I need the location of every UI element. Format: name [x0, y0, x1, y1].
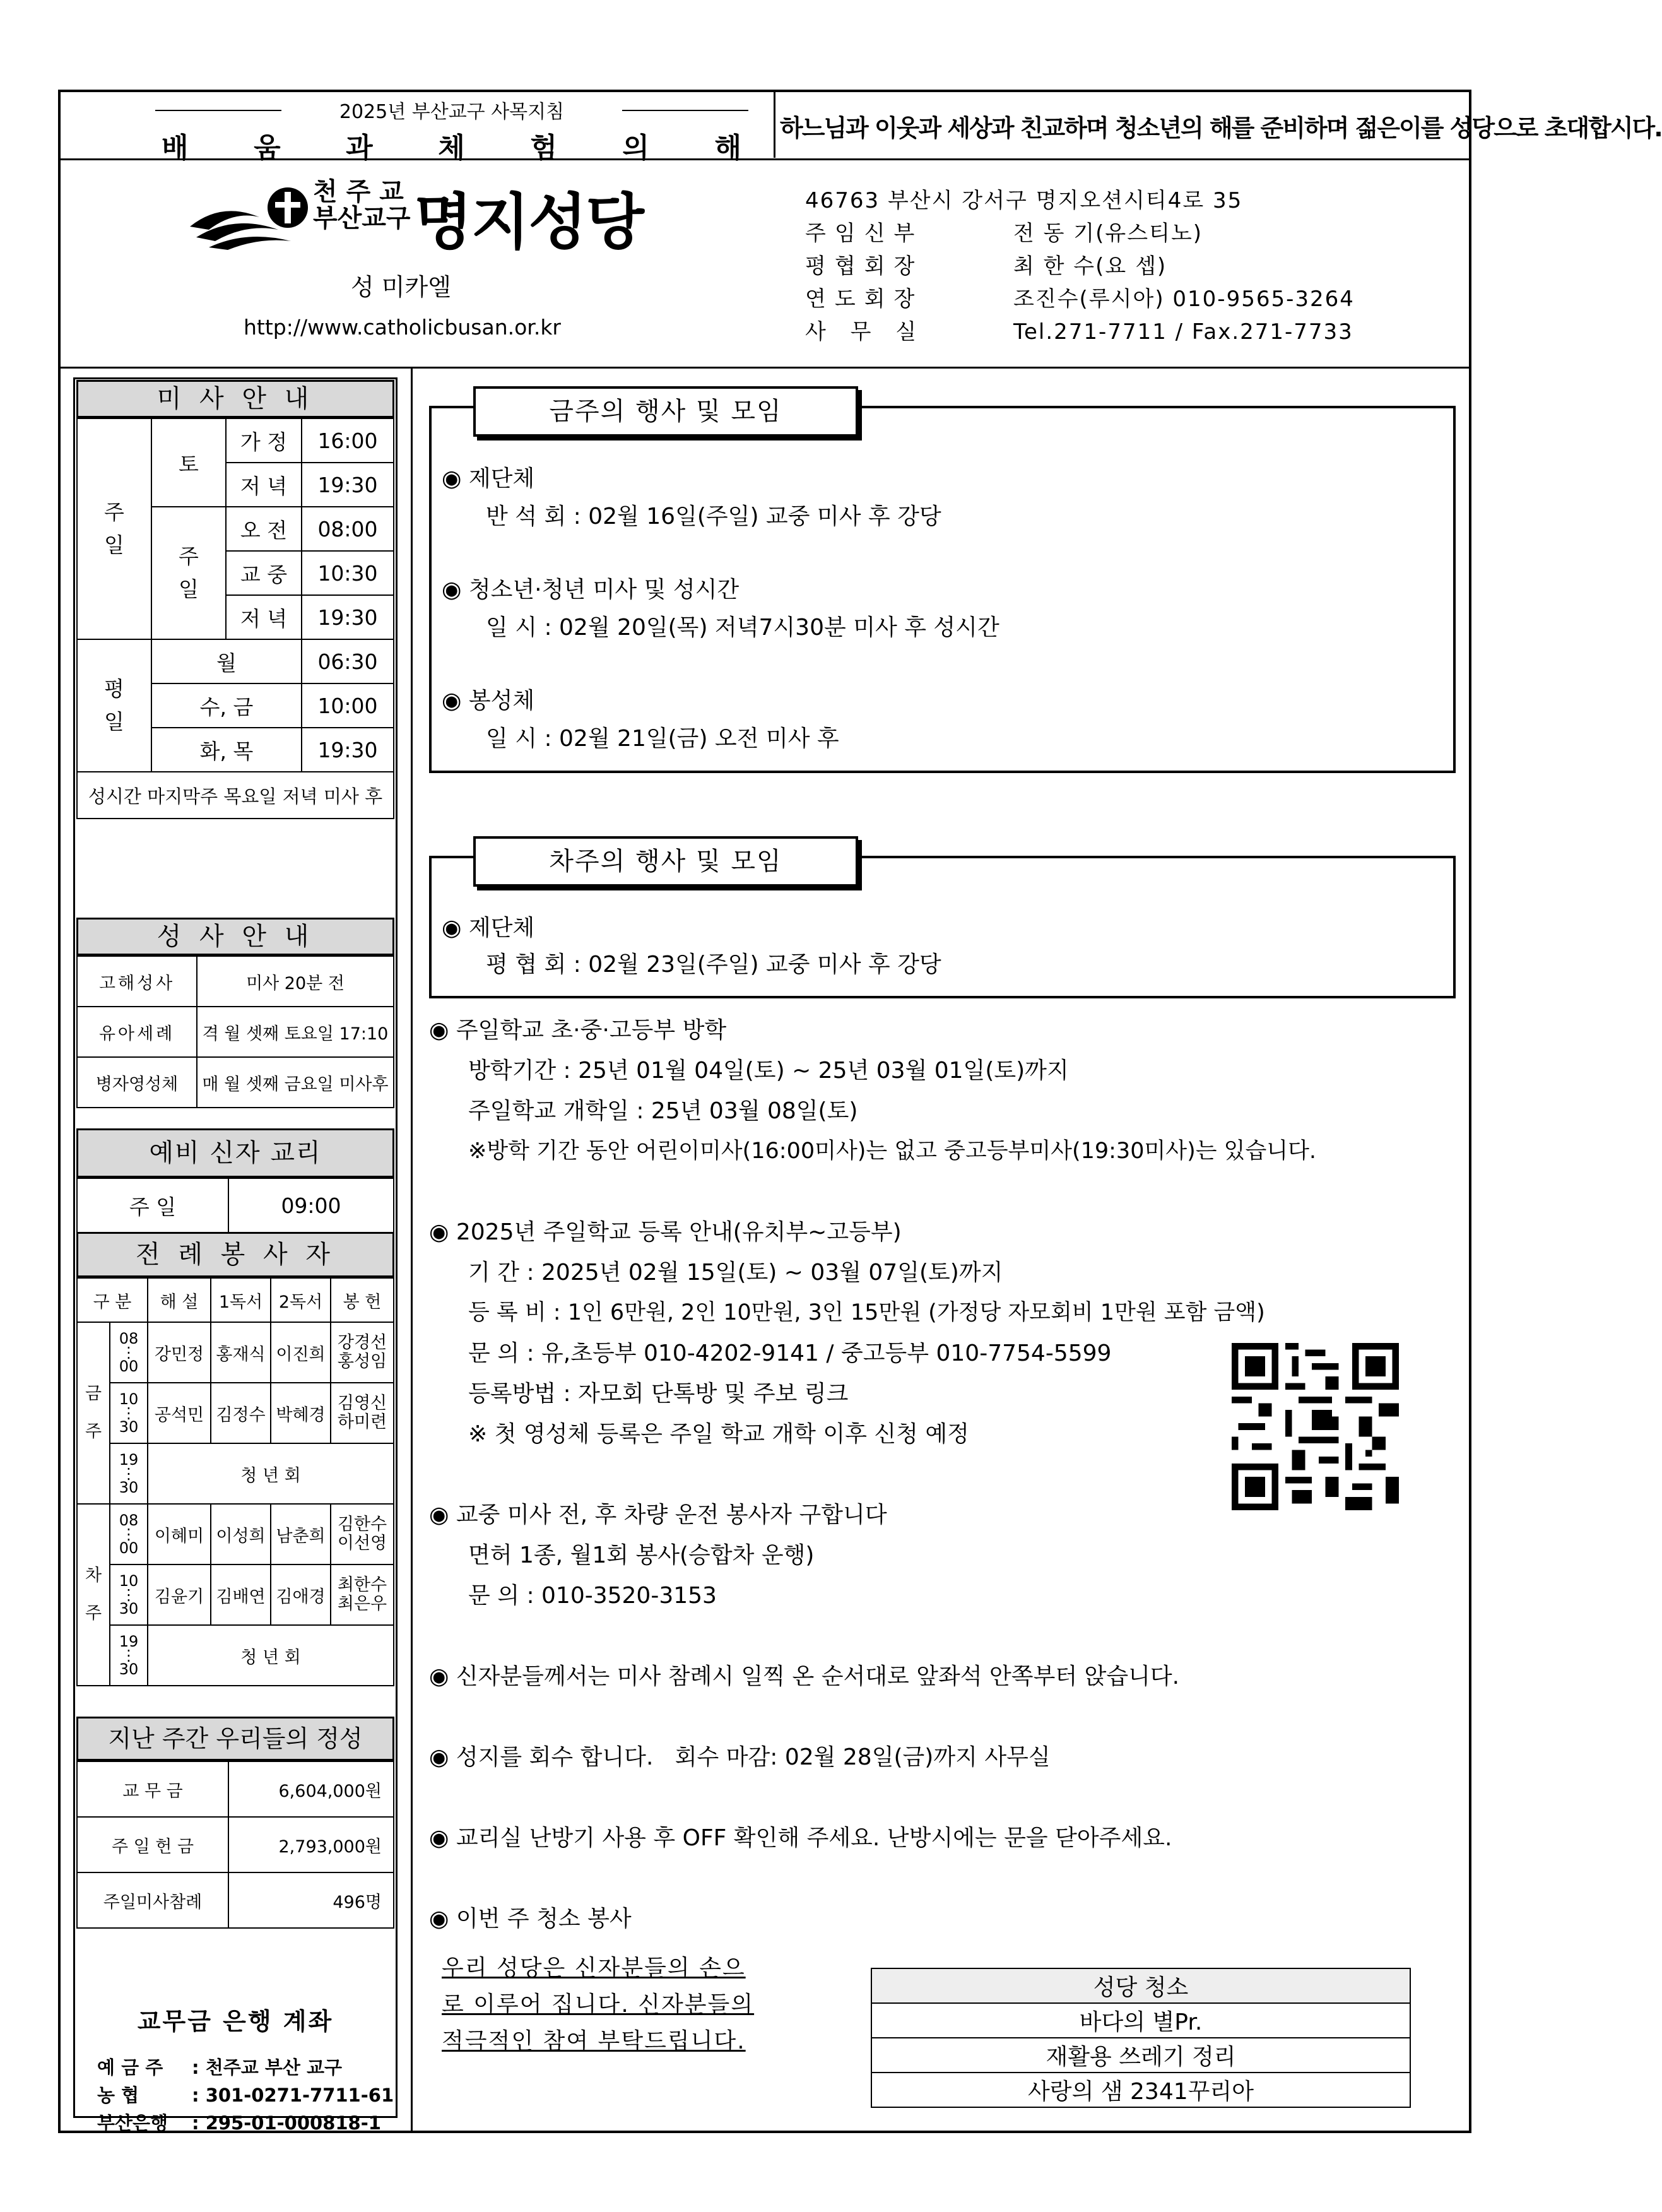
mass-row-label: 저 녁 — [226, 463, 302, 507]
event-head: ◉ 제단체 — [442, 466, 535, 492]
mass-row-time: 06:30 — [302, 639, 394, 683]
youth-group: 청 년 회 — [148, 1625, 394, 1686]
minister-name: 김애경 — [271, 1564, 331, 1625]
info-key: 주임신부 — [805, 221, 924, 246]
bank-row: 농 협 : 301-0271-7711-61 — [97, 2081, 394, 2109]
registration-note: ※ 첫 영성체 등록은 주일 학교 개학 이후 신청 예정 — [468, 1421, 969, 1447]
offering-key: 주일미사참례 — [77, 1872, 228, 1928]
church-name: 명지성당 — [414, 187, 643, 257]
sacrament-value: 격 월 셋째 토요일 17:10 — [197, 1007, 394, 1057]
diocese-motto: 하느님과 이웃과 세상과 친교하며 청소년의 해를 준비하며 젊은이를 성당으로 초대합시다. — [780, 114, 1662, 142]
pastor-info — [805, 216, 1203, 247]
cleaning-note-line: 우리 성당은 신자분들의 손으 — [442, 1955, 746, 1981]
info-value: 최 한 수(요 셉) — [1013, 254, 1167, 279]
minister-name: 이진희 — [271, 1322, 331, 1383]
vacation-note: ※방학 기간 동안 어린이미사(16:00미사)는 없고 중고등부미사(19:30미사)는 있습니다. — [468, 1139, 1317, 1164]
council-info — [805, 249, 1167, 280]
minister-name: 김영신 하미련 — [331, 1383, 394, 1443]
sacrament-title: 성 사 안 내 — [76, 918, 394, 955]
cleaning-cell: 사랑의 샘 2341꾸리아 — [871, 2073, 1410, 2107]
minister-time: 08 ⋮ 00 — [110, 1322, 148, 1383]
event-body: 평 협 회 : 02월 23일(주일) 교중 미사 후 강당 — [486, 952, 941, 978]
ministers-header: 구 분 — [77, 1278, 148, 1322]
registration-line: 문 의 : 유,초등부 010-4202-9141 / 중고등부 010-7754-5599 — [468, 1340, 1112, 1366]
ministers-header: 2독서 — [271, 1278, 331, 1322]
church-address: 46763 부산시 강서구 명지오션시티4로 35 — [805, 188, 1243, 213]
ministers-title: 전 례 봉 사 자 — [76, 1232, 394, 1277]
mass-row-label: 오 전 — [226, 507, 302, 551]
event-body: 일 시 : 02월 20일(목) 저녁7시30분 미사 후 성시간 — [486, 615, 999, 641]
registration-line: 기 간 : 2025년 02월 15일(토) ~ 03월 07일(토)까지 — [468, 1260, 1003, 1286]
mass-row-time: 10:00 — [302, 683, 394, 728]
mass-title: 미 사 안 내 — [76, 380, 394, 418]
year-theme — [162, 125, 742, 165]
ministers-header: 봉 헌 — [331, 1278, 394, 1322]
mass-row-time: 19:30 — [302, 728, 394, 772]
sidebar — [61, 369, 413, 2134]
registration-head: ◉ 2025년 주일학교 등록 안내(유치부~고등부) — [429, 1219, 902, 1245]
bank-value: 천주교 부산 교구 — [205, 2057, 342, 2078]
offering-table — [76, 1761, 394, 1929]
offering-value: 2,793,000원 — [228, 1817, 394, 1872]
holy-hour-note: 성시간 마지막주 목요일 저녁 미사 후 — [77, 772, 394, 819]
catechumen-table — [76, 1178, 394, 1233]
theme-char: 움 — [254, 132, 281, 164]
minister-name: 최한수 최은우 — [331, 1564, 394, 1625]
church-name-small-1: 천 주 교 — [313, 177, 404, 206]
mass-row-label: 교 중 — [226, 551, 302, 595]
mass-table — [76, 418, 394, 819]
offering-value: 6,604,000원 — [228, 1761, 394, 1817]
seating-notice: ◉ 신자분들께서는 미사 참례시 일찍 온 순서대로 앞좌석 안쪽부터 앉습니다. — [429, 1664, 1180, 1689]
palm-return-head: ◉ 성지를 회수 합니다. — [429, 1744, 654, 1770]
youth-group: 청 년 회 — [148, 1443, 394, 1504]
cleaning-cell: 재활용 쓰레기 정리 — [871, 2038, 1410, 2073]
sacrament-key: 병자영성체 — [77, 1057, 197, 1108]
heater-notice: ◉ 교리실 난방기 사용 후 OFF 확인해 주세요. 난방시에는 문을 닫아주세요. — [429, 1825, 1172, 1851]
bank-key: 부산은행 — [97, 2112, 168, 2134]
bank-value: 301-0271-7711-61 — [205, 2085, 394, 2106]
header-top — [61, 92, 1662, 164]
sunday-sub-label: 주 일 — [151, 507, 226, 639]
driver-head: ◉ 교중 미사 전, 후 차량 운전 봉사자 구합니다 — [429, 1502, 887, 1528]
minister-time: 19 ⋮ 30 — [110, 1625, 148, 1686]
bank-row: 부산은행 : 295-01-000818-1 — [97, 2109, 394, 2137]
registration-line: 등록방법 : 자모회 단톡방 및 주보 링크 — [468, 1381, 849, 1407]
mass-row-time: 08:00 — [302, 507, 394, 551]
mass-row-time: 19:30 — [302, 595, 394, 639]
minister-time: 10 ⋮ 30 — [110, 1564, 148, 1625]
event-head: ◉ 청소년·청년 미사 및 성시간 — [442, 577, 740, 603]
event-body: 반 석 회 : 02월 16일(주일) 교중 미사 후 강당 — [486, 504, 941, 529]
ministers-header: 1독서 — [211, 1278, 271, 1322]
mass-row-time: 10:30 — [302, 551, 394, 595]
mass-row-label: 가 정 — [226, 418, 302, 463]
vacation-line: 주일학교 개학일 : 25년 03월 08일(토) — [468, 1098, 858, 1124]
mass-row-time: 19:30 — [302, 463, 394, 507]
mass-row-label: 월 — [151, 639, 302, 683]
cleaning-cell: 바다의 별Pr. — [871, 2003, 1410, 2038]
church-url[interactable]: http://www.catholicbusan.or.kr — [244, 315, 561, 340]
cleaning-table — [871, 1968, 1411, 2108]
minister-name: 공석민 — [148, 1383, 211, 1443]
event-head: ◉ 제단체 — [442, 915, 535, 941]
mass-row-label: 수, 금 — [151, 683, 302, 728]
bank-value: 295-01-000818-1 — [205, 2112, 381, 2134]
mass-row-label: 화, 목 — [151, 728, 302, 772]
ministers-header: 해 설 — [148, 1278, 211, 1322]
minister-time: 10 ⋮ 30 — [110, 1383, 148, 1443]
bank-accounts — [97, 2054, 394, 2137]
registration-qr-code-icon[interactable] — [1232, 1343, 1399, 1510]
year-guideline: 2025년 부산교구 사목지침 — [155, 96, 748, 124]
this-week-title: 금주의 행사 및 모임 — [473, 386, 858, 437]
catechumen-day: 주 일 — [77, 1178, 228, 1233]
event-head: ◉ 봉성체 — [442, 688, 535, 714]
info-value: Tel.271-7711 / Fax.271-7733 — [1013, 319, 1353, 345]
registration-line: 등 록 비 : 1인 6만원, 2인 10만원, 3인 15만원 (가정당 자모회비 1만원 포함 금액) — [468, 1300, 1265, 1325]
vacation-head: ◉ 주일학교 초·중·고등부 방학 — [429, 1017, 727, 1043]
offering-key: 교 무 금 — [77, 1761, 228, 1817]
mass-row-label: 저 녁 — [226, 595, 302, 639]
palm-return-deadline: 회수 마감: 02월 28일(금)까지 사무실 — [675, 1744, 1051, 1770]
event-body: 일 시 : 02월 21일(금) 오전 미사 후 — [486, 726, 839, 752]
saturday-label: 토 — [151, 418, 226, 507]
offering-key: 주 일 헌 금 — [77, 1817, 228, 1872]
theme-char: 의 — [622, 132, 650, 164]
weekday-label: 평 일 — [77, 639, 151, 772]
bank-title: 교무금 은행 계좌 — [137, 2008, 334, 2035]
minister-time: 19 ⋮ 30 — [110, 1443, 148, 1504]
minister-name: 김배연 — [211, 1564, 271, 1625]
next-week-title: 차주의 행사 및 모임 — [473, 836, 858, 887]
theme-char: 해 — [714, 132, 742, 164]
diocese-logo-icon — [184, 179, 329, 255]
minister-name: 김정수 — [211, 1383, 271, 1443]
theme-char: 배 — [162, 132, 189, 164]
cleaning-note-line: 로 이루어 집니다. 신자분들의 — [442, 1992, 755, 2018]
sacrament-key: 고해성사 — [77, 956, 197, 1007]
info-value: 조진수(루시아) 010-9565-3264 — [1013, 287, 1355, 312]
minister-name: 김윤기 — [148, 1564, 211, 1625]
minister-name: 강경선 홍성임 — [331, 1322, 394, 1383]
theme-char: 체 — [438, 132, 466, 164]
next-week-label: 차 주 — [77, 1504, 110, 1686]
cleaning-note-line: 적극적인 참여 부탁드립니다. — [442, 2028, 746, 2054]
bank-row: 예 금 주 : 천주교 부산 교구 — [97, 2054, 394, 2081]
sacrament-value: 매 월 셋째 금요일 미사후 — [197, 1057, 394, 1108]
info-key: 평협회장 — [805, 254, 924, 279]
palm-return-notice — [429, 1739, 1051, 1771]
church-name-small-2: 부산교구 — [313, 204, 411, 233]
cleaning-note — [442, 1950, 754, 2060]
header-church — [61, 160, 1469, 369]
office-info — [805, 314, 1353, 345]
mass-row-time: 16:00 — [302, 418, 394, 463]
info-value: 전 동 기(유스티노) — [1013, 221, 1203, 246]
minister-name: 홍재식 — [211, 1322, 271, 1383]
minister-time: 08 ⋮ 00 — [110, 1504, 148, 1564]
ministers-table — [76, 1277, 394, 1686]
org-info — [805, 281, 1355, 312]
offering-value: 496명 — [228, 1872, 394, 1928]
driver-line: 면허 1종, 월1회 봉사(승합차 운행) — [468, 1542, 815, 1568]
sacrament-key: 유아세례 — [77, 1007, 197, 1057]
bank-key: 예 금 주 — [97, 2057, 163, 2078]
minister-name: 강민정 — [148, 1322, 211, 1383]
vacation-line: 방학기간 : 25년 01월 04일(토) ~ 25년 03월 01일(토)까지 — [468, 1058, 1069, 1084]
bank-key: 농 협 — [97, 2085, 139, 2106]
minister-name: 박혜경 — [271, 1383, 331, 1443]
info-key: 연도회장 — [805, 287, 924, 312]
sunday-label: 주 일 — [77, 418, 151, 639]
church-patron: 성 미카엘 — [351, 273, 451, 301]
cleaning-head: ◉ 이번 주 청소 봉사 — [429, 1906, 632, 1932]
minister-name: 이혜미 — [148, 1504, 211, 1564]
minister-name: 이성희 — [211, 1504, 271, 1564]
catechumen-time: 09:00 — [228, 1178, 394, 1233]
sacrament-table — [76, 955, 394, 1108]
minister-name: 김한수 이선영 — [331, 1504, 394, 1564]
theme-char: 험 — [530, 132, 558, 164]
theme-char: 과 — [346, 132, 374, 164]
offering-title: 지난 주간 우리들의 정성 — [76, 1717, 394, 1761]
minister-name: 남춘희 — [271, 1504, 331, 1564]
info-key: 사 무 실 — [805, 319, 926, 345]
catechumen-title: 예비 신자 교리 — [76, 1128, 394, 1178]
this-week-label: 금 주 — [77, 1322, 110, 1504]
driver-line: 문 의 : 010-3520-3153 — [468, 1583, 717, 1609]
sacrament-value: 미사 20분 전 — [197, 956, 394, 1007]
cleaning-cell: 성당 청소 — [871, 1968, 1410, 2003]
